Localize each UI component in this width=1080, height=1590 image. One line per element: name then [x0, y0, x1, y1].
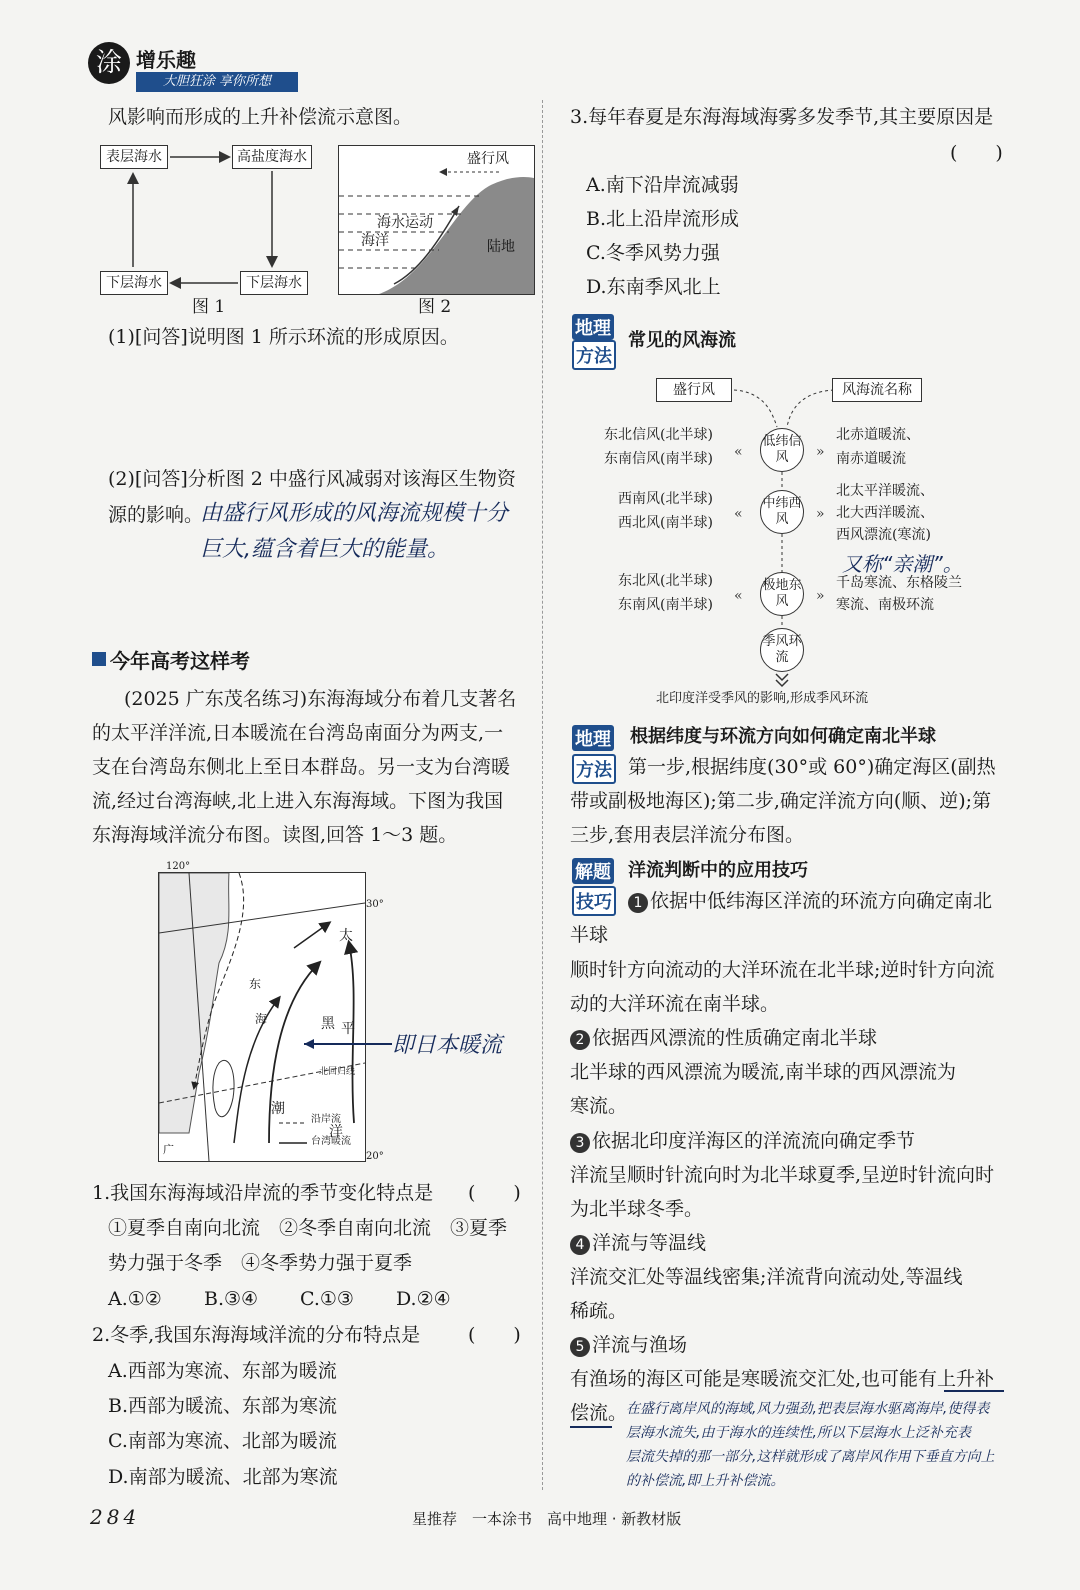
diagram-r1-right1: 北赤道暖流、 [836, 427, 920, 443]
passage-line-3: 支在台湾岛东侧北上至日本群岛。另一支为台湾暖 [92, 756, 511, 778]
header-logo: 涂 [88, 42, 130, 84]
fig1-caption: 图 1 [192, 297, 226, 317]
diagram-r2-left2: 西北风(南半球) [618, 515, 713, 531]
map-legend-coastal: 沿岸流 [311, 1114, 341, 1125]
fig1-arrows [100, 145, 315, 300]
tip3-number: 3 [570, 1133, 590, 1153]
page-number: 284 [90, 1505, 141, 1529]
tip2-body-2: 寒流。 [570, 1095, 628, 1117]
method2-line-2: 带或副极地海区);第二步,确定洋流方向(顺、逆);第 [570, 790, 992, 812]
tip5-underline [944, 1390, 1004, 1392]
badge-geo-1: 地理 [572, 314, 614, 340]
diagram-node-westerly: 中纬西风 [760, 490, 804, 534]
left-intro: 风影响而形成的上升补偿流示意图。 [108, 106, 413, 128]
tip1-number: 1 [628, 893, 648, 913]
tip1-body-1: 顺时针方向流动的大洋环流在北半球;逆时针方向流 [570, 959, 995, 981]
svg-text:»: » [816, 506, 825, 522]
mc3-stem: 3.每年春夏是东海海域海雾多发季节,其主要原因是 [570, 106, 994, 128]
handwritten-note-line-4: 的补偿流,即上升补偿流。 [626, 1473, 785, 1489]
mc1-option-d[interactable]: D.②④ [396, 1288, 451, 1310]
question-2-line2: 源的影响。 [108, 504, 204, 526]
map-lat20-label: 20° [366, 1151, 384, 1162]
tip3-title: 3 依据北印度洋海区的洋流流向确定季节 [570, 1124, 915, 1158]
tip4-body-2: 稀疏。 [570, 1300, 628, 1322]
mc1-option-a[interactable]: A.①② [108, 1288, 162, 1310]
svg-text:«: « [734, 506, 743, 522]
badge-solve: 解题 [572, 858, 614, 884]
map-char-chao: 潮 [271, 1101, 285, 1117]
tip3-body-2: 为北半球冬季。 [570, 1198, 704, 1220]
method2-line-3: 三步,套用表层洋流分布图。 [570, 824, 805, 846]
passage-line-4: 流,经过台湾海峡,北上进入东海海域。下图为我国 [92, 790, 504, 812]
diagram-r3-right1: 千岛寒流、东格陵兰 [836, 575, 962, 591]
tip1-title: 1 依据中低纬海区洋流的环流方向确定南北 [628, 884, 992, 918]
tip3-body-1: 洋流呈顺时针流向时为北半球夏季,呈逆时针流向时 [570, 1164, 995, 1186]
diagram-footer: 北印度洋受季风的影响,形成季风环流 [656, 691, 869, 706]
diagram-r1-left2: 东南信风(南半球) [604, 451, 713, 467]
tip4-body-1: 洋流交汇处等温线密集;洋流背向流动处,等温线 [570, 1266, 963, 1288]
mc3-option-a[interactable]: A.南下沿岸流减弱 [586, 174, 739, 196]
fig2-wind: 盛行风 [467, 151, 509, 167]
badge-skill: 技巧 [572, 886, 616, 916]
map-char-hai: 海 [255, 1012, 268, 1026]
diagram-head-wind: 盛行风 [656, 378, 732, 402]
fig1-box-salty: 高盐度海水 [232, 145, 312, 169]
mc3-paren: ( ) [950, 142, 1003, 164]
svg-text:«: « [734, 588, 743, 604]
passage-line-1: (2025 广东茂名练习)东海海域分布着几支著名 [124, 688, 517, 710]
mc2-stem: 2.冬季,我国东海海域洋流的分布特点是 [92, 1324, 421, 1346]
diagram-r2-left1: 西南风(北半球) [618, 491, 713, 507]
map-annotation-arrow [300, 1030, 400, 1060]
tip1-body-2: 动的大洋环流在南半球。 [570, 993, 780, 1015]
tip5-number: 5 [570, 1337, 590, 1357]
fig2-sea: 海洋 [361, 233, 389, 249]
map-tropic-label: 北回归线 [319, 1067, 356, 1077]
tip5-body-1: 有渔场的海区可能是寒暖流交汇处,也可能有上升补 [570, 1368, 995, 1390]
diagram-r2-right1: 北太平洋暖流、 [836, 483, 934, 499]
diagram-node-polar: 极地东风 [760, 572, 804, 616]
diagram-r2-right2: 北大西洋暖流、 [836, 505, 934, 521]
east-china-sea-map [158, 872, 366, 1162]
handwritten-note-line-1: 在盛行离岸风的海域,风力强劲,把表层海水驱离海岸,使得表 [626, 1401, 990, 1417]
diagram-handwritten-note: 又称“亲潮”。 [842, 552, 963, 576]
tip1-title-cont: 半球 [570, 924, 609, 946]
badge-method-1: 方法 [572, 340, 616, 370]
wind-current-diagram [594, 372, 1034, 712]
method2-line-1: 第一步,根据纬度(30°或 60°)确定海区(副热 [628, 756, 996, 778]
mc2-option-d[interactable]: D.南部为暖流、北部为寒流 [108, 1466, 338, 1488]
diagram-r1-right2: 南赤道暖流 [836, 451, 906, 467]
tip5-underline-2 [570, 1426, 612, 1428]
svg-text:»: » [816, 444, 825, 460]
tip4-number: 4 [570, 1235, 590, 1255]
header-brand: 增乐趣 [136, 48, 196, 72]
tip5-body-2: 偿流。 [570, 1402, 628, 1424]
handwritten-answer-2: 巨大,蕴含着巨大的能量。 [200, 537, 449, 562]
mc3-option-d[interactable]: D.东南季风北上 [586, 276, 721, 298]
diagram-r1-left1: 东北信风(北半球) [604, 427, 713, 443]
header-slogan: 大胆狂涂 享你所想 [136, 72, 298, 92]
passage-line-2: 的太平洋洋流,日本暖流在台湾岛南面分为两支,一 [92, 722, 504, 744]
diagram-r3-right2: 寒流、南极环流 [836, 597, 934, 613]
mc1-options-line2: 势力强于冬季 ④冬季势力强于夏季 [108, 1252, 413, 1274]
tip5-title: 5 洋流与渔场 [570, 1328, 687, 1362]
section-marker [92, 652, 106, 666]
fig2-land: 陆地 [487, 239, 515, 255]
fig2-caption: 图 2 [418, 297, 452, 317]
map-lat30-label: 30° [366, 899, 384, 910]
mc2-option-c[interactable]: C.南部为寒流、北部为暖流 [108, 1430, 337, 1452]
mc3-option-c[interactable]: C.冬季风势力强 [586, 242, 720, 264]
map-char-hei: 黑 [321, 1016, 335, 1032]
figure-1 [100, 145, 315, 300]
fig2-water: 海水运动 [377, 215, 433, 231]
tip2-body-1: 北半球的西风漂流为暖流,南半球的西风漂流为 [570, 1061, 957, 1083]
badge-method-2: 方法 [572, 754, 616, 784]
map-handwritten-note: 即日本暖流 [392, 1033, 503, 1058]
map-char-yang: 洋 [329, 1124, 343, 1140]
mc2-option-b[interactable]: B.西部为暖流、东部为寒流 [108, 1395, 338, 1417]
figure-2 [338, 145, 535, 295]
question-2-line1: (2)[问答]分析图 2 中盛行风减弱对该海区生物资 [108, 468, 516, 490]
map-lon-label: 120° [166, 861, 191, 872]
mc2-option-a[interactable]: A.西部为寒流、东部为暖流 [108, 1360, 337, 1382]
fig1-box-surface: 表层海水 [100, 145, 168, 169]
mc1-options-line1: ①夏季自南向北流 ②冬季自南向北流 ③夏季 [108, 1217, 508, 1239]
tip4-title: 4 洋流与等温线 [570, 1226, 706, 1260]
diagram-node-trade: 低纬信风 [760, 428, 804, 472]
svg-text:«: « [734, 444, 743, 460]
map-char-tai: 太 [339, 928, 353, 944]
map-char-guang: 广 [163, 1143, 174, 1156]
passage-line-5: 东海海域洋流分布图。读图,回答 1～3 题。 [92, 824, 458, 846]
fig1-box-bottom-right: 下层海水 [240, 271, 308, 295]
map-legend-lines [279, 1117, 309, 1147]
diagram-r3-left1: 东北风(北半球) [618, 573, 713, 589]
diagram-lines [594, 372, 1034, 712]
diagram-node-monsoon: 季风环流 [760, 628, 804, 672]
diagram-head-current: 风海流名称 [832, 378, 922, 402]
svg-text:»: » [816, 588, 825, 604]
handwritten-note-line-2: 层海水流失,由于海水的连续性,所以下层海水上泛补充表 [626, 1425, 971, 1441]
tip2-title: 2 依据西风漂流的性质确定南北半球 [570, 1021, 877, 1055]
tip2-number: 2 [570, 1030, 590, 1050]
mc2-paren: ( ) [468, 1324, 521, 1346]
section-title: 今年高考这样考 [110, 649, 250, 673]
skill-title: 洋流判断中的应用技巧 [628, 860, 808, 881]
footer-title: 星推荐 一本涂书 高中地理 · 新教材版 [412, 1510, 682, 1528]
question-1: (1)[问答]说明图 1 所示环流的形成原因。 [108, 326, 459, 348]
method2-title: 根据纬度与环流方向如何确定南北半球 [630, 726, 936, 747]
mc3-option-b[interactable]: B.北上沿岸流形成 [586, 208, 740, 230]
mc1-option-c[interactable]: C.①③ [300, 1288, 354, 1310]
mc1-paren: ( ) [468, 1182, 521, 1204]
method1-title: 常见的风海流 [628, 330, 736, 351]
diagram-r3-left2: 东南风(南半球) [618, 597, 713, 613]
mc1-option-b[interactable]: B.③④ [204, 1288, 259, 1310]
diagram-r2-right3: 西风漂流(寒流) [836, 527, 931, 543]
handwritten-answer-1: 由盛行风形成的风海流规模十分 [200, 501, 509, 526]
mc1-stem: 1.我国东海海域沿岸流的季节变化特点是 [92, 1182, 434, 1204]
column-divider [542, 100, 543, 1490]
map-char-dong: 东 [249, 977, 262, 991]
fig1-box-bottom-left: 下层海水 [100, 271, 168, 295]
badge-geo-2: 地理 [572, 725, 614, 751]
map-char-ping: 平 [341, 1021, 355, 1037]
handwritten-note-line-3: 层流失掉的那一部分,这样就形成了离岸风作用下垂直方向上 [626, 1449, 995, 1465]
map-legend-taiwan-warm: 台湾暖流 [311, 1136, 351, 1147]
